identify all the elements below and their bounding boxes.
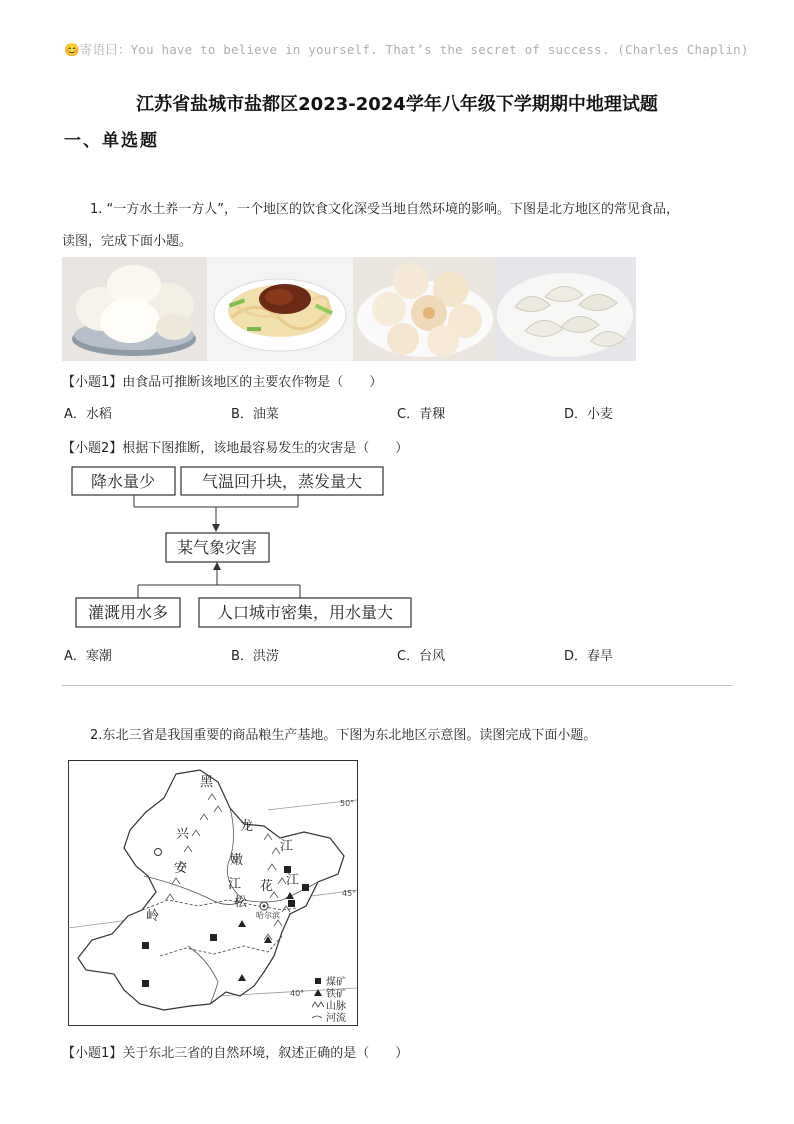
flow-text-disaster: 某气象灾害 [176, 538, 258, 557]
map-label-jiang2: 江 [228, 877, 242, 892]
flow-text-irrigation: 灌溉用水多 [87, 603, 169, 622]
q1-sub1-option-b[interactable]: B．油菜 [231, 407, 279, 422]
header-motto: 😊寄语曰：You have to believe in yourself. That’s the secret of success. (Charles Chaplin) [64, 42, 749, 57]
map-label-jiang1: 江 [280, 839, 294, 854]
q1-sub1-option-c[interactable]: C．青稞 [397, 407, 446, 422]
q1-sub1-option-d[interactable]: D．小麦 [564, 407, 614, 422]
map-label-jiang3: 江 [286, 873, 300, 888]
q1-sub1-option-a[interactable]: A．水稻 [64, 407, 112, 422]
map-label-hei: 黑 [200, 775, 214, 790]
q2-sub1-text: 【小题1】关于东北三省的自然环境，叙述正确的是（ ） [62, 1046, 409, 1061]
legend-mountain: 山脉 [326, 1001, 346, 1012]
food-photos [62, 257, 636, 361]
map-lat-45: 45° [342, 889, 357, 898]
photo-steamed-buns [62, 257, 207, 361]
photo-baozi [353, 257, 495, 361]
photo-zhajiang-noodles [207, 257, 353, 361]
question-divider [62, 685, 732, 686]
q1-stem-line2: 读图，完成下面小题。 [62, 234, 193, 249]
photo-dumplings [495, 257, 636, 361]
disaster-flow-diagram [62, 460, 422, 635]
map-label-song: 松 [234, 895, 248, 910]
legend-river: 河流 [326, 1013, 346, 1024]
flow-text-population: 人口城市密集，用水量大 [216, 603, 394, 622]
map-label-long: 龙 [240, 819, 254, 834]
q1-sub2-option-b[interactable]: B．洪涝 [231, 649, 279, 664]
section-heading: 一、单选题 [64, 131, 159, 151]
map-lat-50: 50° [340, 799, 355, 808]
q1-sub2-option-c[interactable]: C．台风 [397, 649, 446, 664]
map-label-ling: 岭 [146, 909, 160, 924]
q2-stem: 2.东北三省是我国重要的商品粮生产基地。下图为东北地区示意图。读图完成下面小题。 [90, 728, 597, 743]
flow-text-warming: 气温回升块，蒸发量大 [201, 472, 363, 491]
q1-sub2-option-d[interactable]: D．春旱 [564, 649, 614, 664]
map-label-xing: 兴 [176, 827, 190, 842]
q1-stem-line1: 1. “一方水土养一方人”，一个地区的饮食文化深受当地自然环境的影响。下图是北方地区的常见食品， [90, 202, 680, 217]
northeast-china-map [68, 760, 358, 1026]
map-label-hua: 花 [260, 879, 274, 894]
map-label-nen: 嫩 [230, 853, 244, 868]
legend-coal: 煤矿 [326, 977, 346, 988]
q1-sub1-text: 【小题1】由食品可推断该地区的主要农作物是（ ） [62, 375, 383, 390]
q1-sub2-option-a[interactable]: A．寒潮 [64, 649, 112, 664]
map-label-harbin: 哈尔滨 [256, 911, 280, 920]
map-label-an: 安 [174, 861, 188, 876]
legend-iron: 铁矿 [326, 989, 346, 1000]
page-title: 江苏省盐城市盐都区2023-2024学年八年级下学期期中地理试题 [136, 94, 658, 115]
q1-sub2-text: 【小题2】根据下图推断，该地最容易发生的灾害是（ ） [62, 441, 409, 456]
map-lat-40: 40° [290, 989, 305, 998]
flow-text-low-precipitation: 降水量少 [90, 472, 156, 491]
